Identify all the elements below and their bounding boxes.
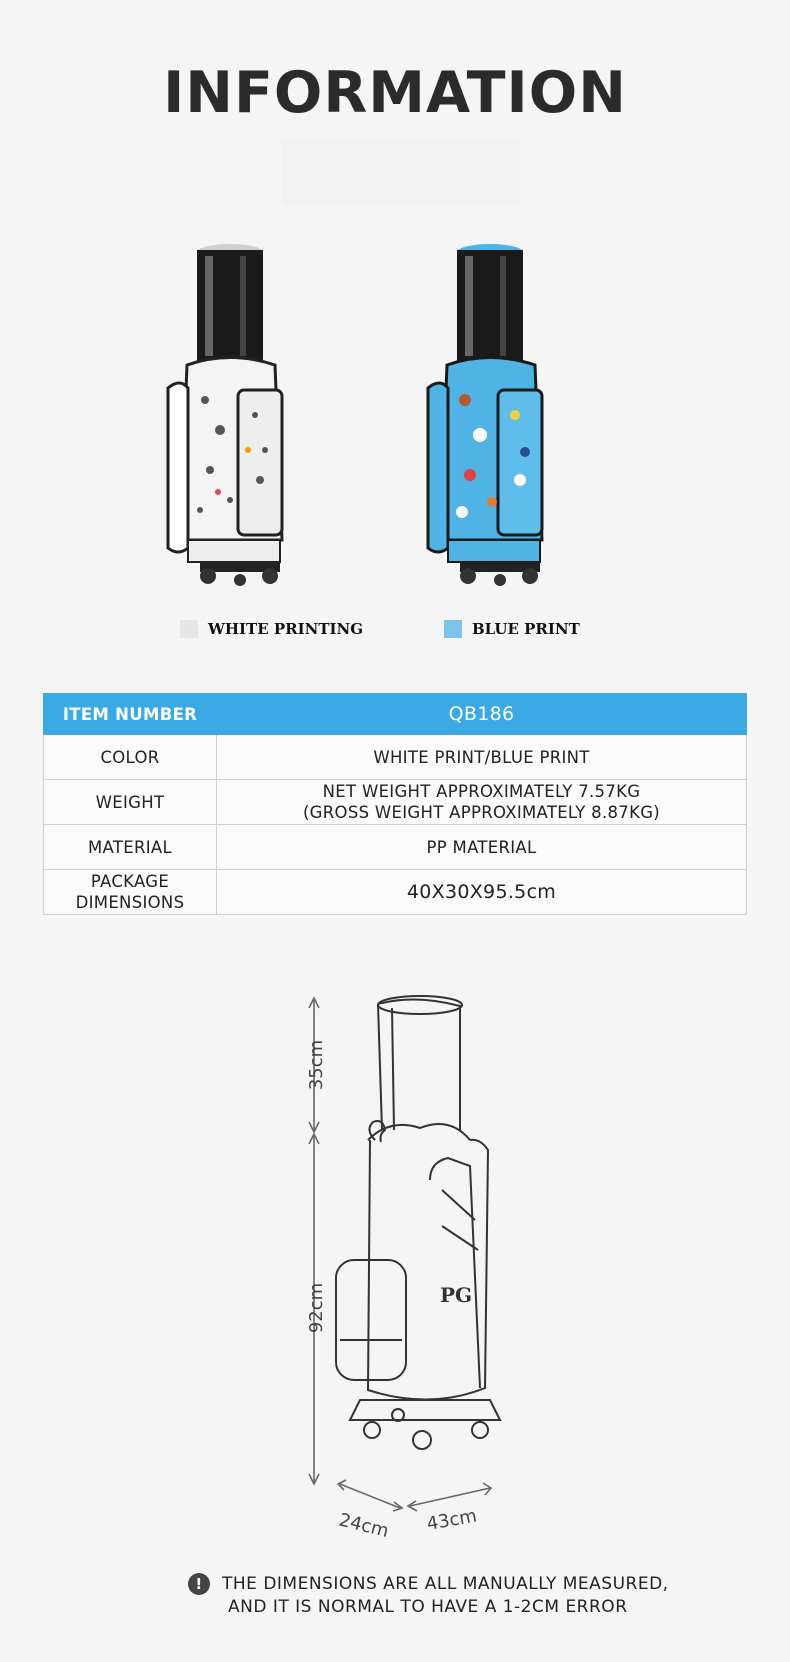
white-swatch bbox=[180, 620, 198, 638]
table-row bbox=[44, 735, 747, 780]
white-bag-image bbox=[160, 240, 330, 600]
variant-blue bbox=[444, 615, 580, 643]
brand-mark: PG bbox=[440, 1283, 473, 1307]
key-line: DIMENSIONS bbox=[75, 893, 185, 912]
height-arrows bbox=[309, 998, 491, 1511]
spec-table bbox=[43, 693, 747, 915]
table-row bbox=[44, 780, 747, 825]
dim-width: 43cm bbox=[425, 1505, 479, 1535]
table-key: ITEM NUMBER bbox=[44, 694, 217, 735]
weight-gross: (GROSS WEIGHT APPROXIMATELY 8.87KG) bbox=[302, 803, 661, 822]
bag-outline bbox=[336, 996, 500, 1449]
table-row bbox=[44, 825, 747, 870]
key-line: PACKAGE bbox=[90, 872, 170, 891]
page-title: INFORMATION bbox=[163, 60, 627, 126]
weight-net: NET WEIGHT APPROXIMATELY 7.57KG bbox=[322, 782, 641, 801]
table-key: COLOR bbox=[44, 735, 217, 780]
table-key bbox=[44, 870, 217, 915]
variant-label: BLUE PRINT bbox=[472, 620, 580, 638]
blue-swatch bbox=[444, 620, 462, 638]
dim-depth: 24cm bbox=[336, 1509, 391, 1543]
table-value: PP MATERIAL bbox=[217, 825, 747, 870]
table-value bbox=[217, 780, 747, 825]
blue-bag-image bbox=[420, 240, 590, 600]
table-value: WHITE PRINT/BLUE PRINT bbox=[217, 735, 747, 780]
dim-top-height: 35cm bbox=[306, 1039, 327, 1091]
table-key: MATERIAL bbox=[44, 825, 217, 870]
table-value: QB186 bbox=[217, 694, 747, 735]
table-value: 40X30X95.5cm bbox=[217, 870, 747, 915]
dimension-note bbox=[188, 1573, 708, 1619]
variant-label: WHITE PRINTING bbox=[208, 620, 364, 638]
variant-white bbox=[180, 615, 363, 643]
title-underlay bbox=[282, 140, 520, 206]
table-key: WEIGHT bbox=[44, 780, 217, 825]
exclamation-icon: ! bbox=[188, 1573, 210, 1595]
table-row bbox=[44, 870, 747, 915]
note-line: AND IT IS NORMAL TO HAVE A 1-2CM ERROR bbox=[228, 1597, 628, 1617]
dimension-diagram bbox=[280, 990, 540, 1550]
dim-body-height: 92cm bbox=[306, 1282, 327, 1334]
table-header-row bbox=[44, 694, 747, 735]
note-line: THE DIMENSIONS ARE ALL MANUALLY MEASURED, bbox=[222, 1574, 669, 1594]
